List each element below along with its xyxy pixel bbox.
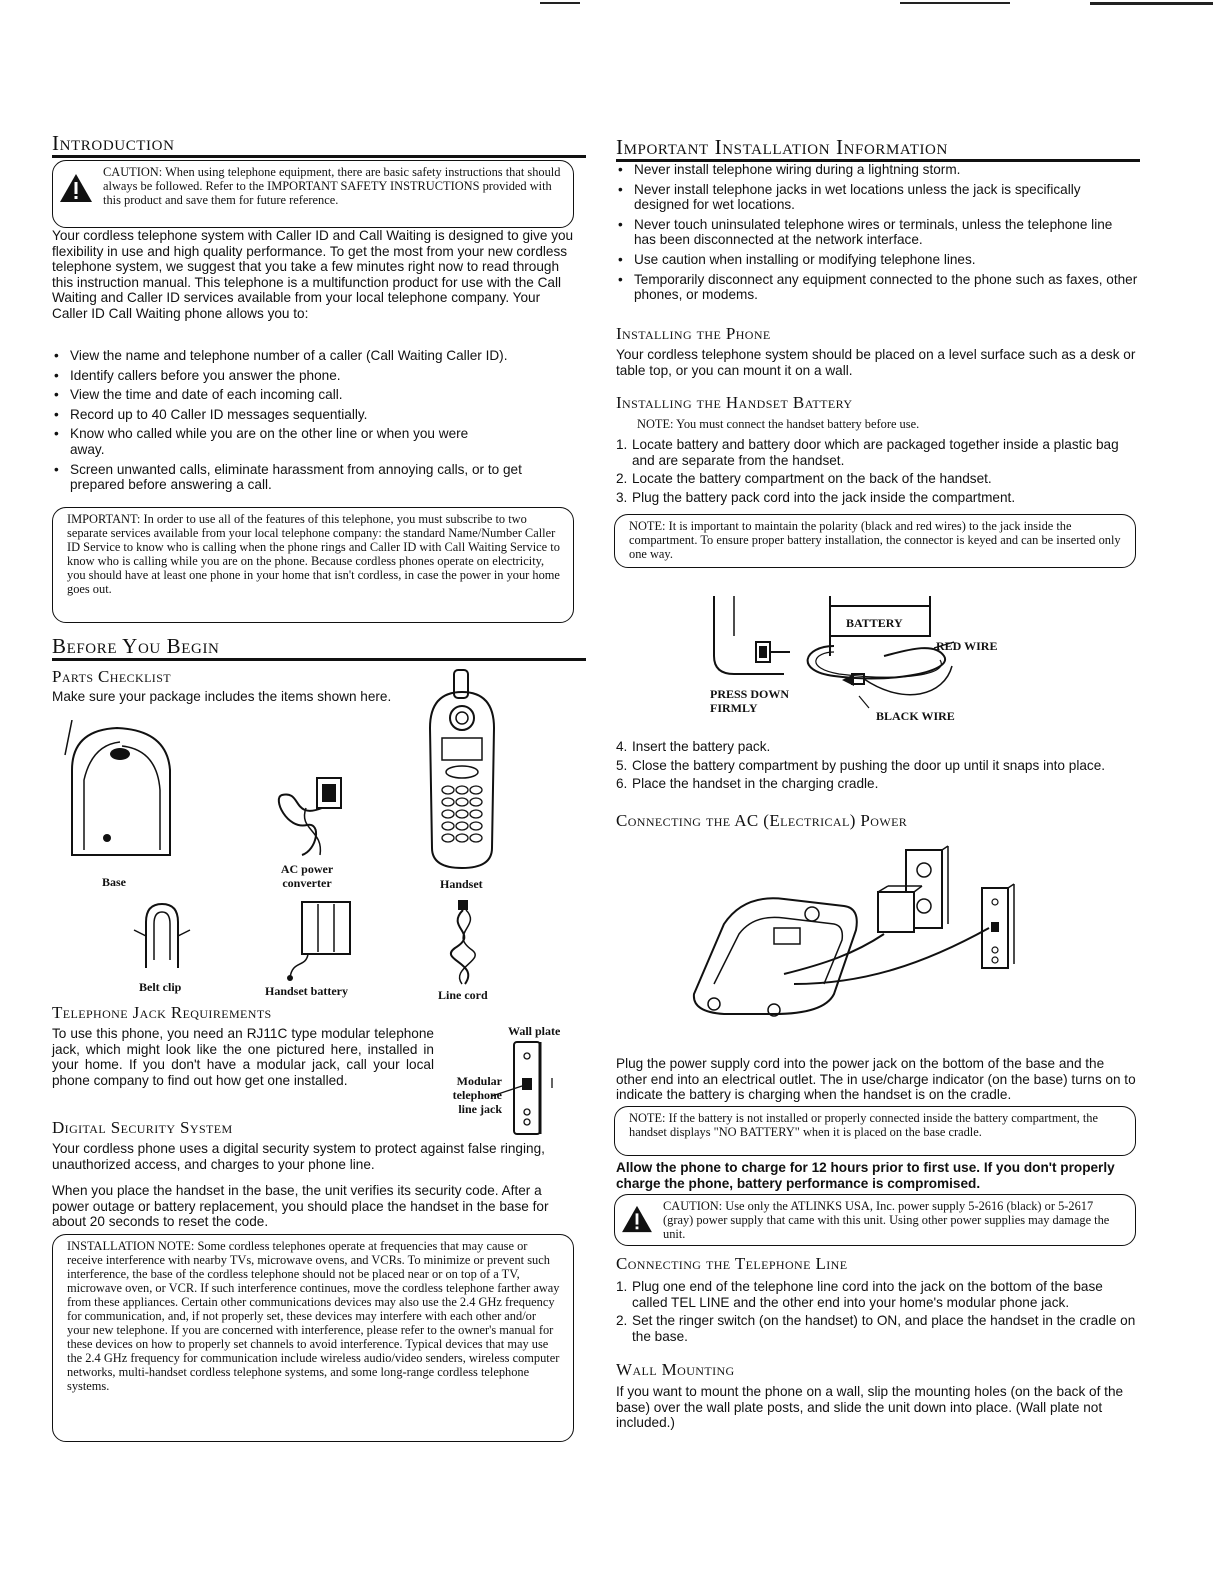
scan-artifact (1090, 2, 1213, 5)
ac-note-box (614, 1106, 1136, 1156)
intro-feature-list (52, 348, 572, 497)
ac-power-diagram (684, 844, 1064, 1024)
charge-warning: Allow the phone to charge for 12 hours prior to first use. If you don't properly charge the phone, battery performance is compromised. (616, 1160, 1115, 1191)
intro-paragraph: Your cordless telephone system with Caller ID and Call Waiting is designed to give you flexibility in use and high quality performance. To get the most from your new cordless telephone system, we suggest that you take a few minutes right now to read through this instruction manual. This telephone is a multifunction product for use with the Call Waiting and Caller ID services available from your local telephone company. Your Caller ID Call Waiting phone allows you to: (52, 228, 574, 321)
caution-power-box (614, 1194, 1136, 1246)
caption-cord: Line cord (438, 988, 488, 1002)
list-item: • Screen unwanted calls, eliminate harassment from annoying calls, or to get prepared before answering a call. (52, 462, 572, 493)
installation-info-heading: Important Installation Information (616, 137, 1140, 162)
security-heading: Digital Security System (52, 1118, 233, 1137)
base-illustration (62, 720, 182, 860)
intro-heading: Introduction (52, 133, 586, 158)
list-item: • Record up to 40 Caller ID messages sequentially. (52, 407, 572, 423)
handset-illustration (422, 668, 502, 873)
scan-artifact (540, 2, 580, 4)
list-item: 4. Insert the battery pack. (616, 739, 771, 754)
wall-mounting-heading: Wall Mounting (616, 1360, 735, 1379)
important-box (52, 507, 574, 623)
list-item: 2. Locate the battery compartment on the back of the handset. (616, 471, 992, 487)
modular-jack-label: Modular telephone line jack (452, 1074, 502, 1116)
installing-phone-text: Your cordless telephone system should be placed on a level surface such as a desk or table top, or you can mount it on a wall. (616, 347, 1136, 378)
ac-power-text: Plug the power supply cord into the power jack on the bottom of the base and the other end into an electrical outlet. The in use/charge indicator (on the base) turns on to indicate the battery is charging when the handset is on the cradle. (616, 1056, 1136, 1103)
caution-box (52, 160, 574, 228)
ac-adapter-illustration (262, 770, 362, 860)
list-item: • Never install telephone jacks in wet locations unless the jack is specifically designed for wet locations. (616, 182, 1138, 213)
battery-note: NOTE: You must connect the handset battery before use. (637, 417, 920, 431)
jack-heading: Telephone Jack Requirements (52, 1003, 272, 1022)
telephone-line-steps (616, 1279, 1140, 1347)
list-item: • Identify callers before you answer the phone. (52, 368, 572, 384)
battery-heading: Installing the Handset Battery (616, 393, 853, 412)
list-item: 3. Plug the battery pack cord into the jack inside the compartment. (616, 489, 1016, 505)
security-paragraph-1: Your cordless phone uses a digital security system to protect against false ringing, unauthorized access, and charges to your phone line. (52, 1141, 545, 1172)
press-down-label: PRESS DOWN FIRMLY (710, 687, 790, 715)
list-item: • View the name and telephone number of a caller (Call Waiting Caller ID). (52, 348, 572, 364)
polarity-note-box (614, 514, 1136, 568)
wall-plate-label: Wall plate (508, 1024, 561, 1038)
polarity-note-text: NOTE: It is important to maintain the polarity (black and red wires) to the jack inside the compartment. To ensure proper battery installation, the connector is keyed and can be inserted only one way. (629, 519, 1121, 561)
security-paragraph-2: When you place the handset in the base, the unit verifies its security code. After a power outage or battery replacement, you should place the handset in the base for about 20 seconds to reset the code. (52, 1183, 549, 1230)
caption-belt: Belt clip (139, 980, 182, 994)
caution-power-text: CAUTION: Use only the ATLINKS USA, Inc. power supply 5-2616 (black) or 5-2617 (gray) power supply that came with this unit. Using other power supplies may damage the unit. (663, 1199, 1110, 1241)
parts-heading: Parts Checklist (52, 667, 171, 686)
red-wire-label: RED WIRE (936, 639, 998, 653)
battery-illustration (280, 898, 360, 983)
installing-phone-heading: Installing the Phone (616, 324, 771, 343)
scan-artifact (900, 2, 1010, 4)
black-wire-label: BLACK WIRE (876, 709, 955, 723)
installation-warning-list (616, 162, 1138, 307)
list-item: 5. Close the battery compartment by pushing the door up until it snaps into place. (616, 757, 1106, 773)
wall-plate-illustration (492, 1038, 572, 1138)
installation-note-box (52, 1234, 574, 1442)
before-heading: Before You Begin (52, 636, 586, 661)
parts-text: Make sure your package includes the items shown here. (52, 689, 392, 704)
warning-icon (59, 173, 93, 203)
ac-power-heading: Connecting the AC (Electrical) Power (616, 811, 908, 830)
belt-clip-illustration (132, 900, 192, 970)
caption-battery: Handset battery (265, 984, 348, 998)
ac-note-text: NOTE: If the battery is not installed or properly connected inside the battery compartment, the handset displays "NO BATTERY" when it is placed on the base cradle. (629, 1111, 1098, 1139)
battery-steps-a (616, 437, 1136, 508)
line-cord-illustration (440, 898, 490, 986)
jack-text: To use this phone, you need an RJ11C type modular telephone jack, which might look like the one pictured here, installed in your home. If you don't have a modular jack, call your local phone company to find out how get one installed. (52, 1026, 434, 1088)
caption-ac: AC power converter (280, 862, 334, 890)
list-item: 2. Set the ringer switch (on the handset) to ON, and place the handset in the cradle on the base. (616, 1313, 1136, 1344)
important-text: IMPORTANT: In order to use all of the features of this telephone, you must subscribe to two separate services available from your local telephone company: the standard Name/Number Caller ID Service to know who is calling when the phone rings and Caller ID with Call Waiting Service to know who is calling while you are on the phone. Because cordless phones operate on electricity, you should have at least one phone in your home that isn't cordless, in case the power in your home goes out. (67, 512, 560, 596)
list-item: • Never install telephone wiring during a lightning storm. (616, 162, 1138, 178)
telephone-line-heading: Connecting the Telephone Line (616, 1254, 848, 1273)
list-item: • Use caution when installing or modifying telephone lines. (616, 252, 1138, 268)
installation-note-text: INSTALLATION NOTE: Some cordless telephones operate at frequencies that may cause or receive interference with nearby TVs, microwave ovens, and VCRs. To minimize or prevent such interference, the base of the cordless telephone should not be placed near or on top of a TV, microwave oven, or VCR. If such interference continues, move the cordless telephone farther away from these appliances. Certain other communications devices may also use the 2.4 GHz frequency for communication, and, if not properly set, these devices may interfere with each other and/or your new telephone. If you are concerned with interference, please refer to the owner's manual for these devices on how to properly set channels to avoid interference. Typical devices that may use the 2.4 GHz frequency for communication include wireless audio/video senders, wireless computer networks, multi-handset cordless telephone systems, and some long-range cordless telephone systems. (67, 1239, 560, 1393)
list-item: • Temporarily disconnect any equipment connected to the phone such as faxes, other phones, or modems. (616, 272, 1138, 303)
list-item: 1. Locate battery and battery door which are packaged together inside a plastic bag and are separate from the handset. (616, 437, 1119, 468)
list-item: • Never touch uninsulated telephone wires or terminals, unless the telephone line has been disconnected at the network interface. (616, 217, 1138, 248)
list-item: 6. Place the handset in the charging cradle. (616, 776, 879, 792)
caption-handset: Handset (440, 877, 483, 891)
wall-mounting-text: If you want to mount the phone on a wall, slip the mounting holes (on the back of the base) over the wall plate posts, and slide the unit down into place. (Wall plate not included.) (616, 1384, 1124, 1431)
warning-icon (621, 1205, 653, 1233)
battery-label: BATTERY (846, 616, 903, 630)
list-item: • Know who called while you are on the other line or when you were away. (52, 426, 490, 457)
caption-base: Base (102, 875, 126, 889)
list-item: • View the time and date of each incoming call. (52, 387, 572, 403)
list-item: 1. Plug one end of the telephone line cord into the jack on the bottom of the base called TEL LINE and the other end into your home's modular phone jack. (616, 1279, 1103, 1310)
caution-text: CAUTION: When using telephone equipment, there are basic safety instructions that should always be followed. Refer to the IMPORTANT SAFETY INSTRUCTIONS provided with this product and save them for future reference. (103, 165, 561, 207)
battery-steps-b (616, 739, 1140, 795)
